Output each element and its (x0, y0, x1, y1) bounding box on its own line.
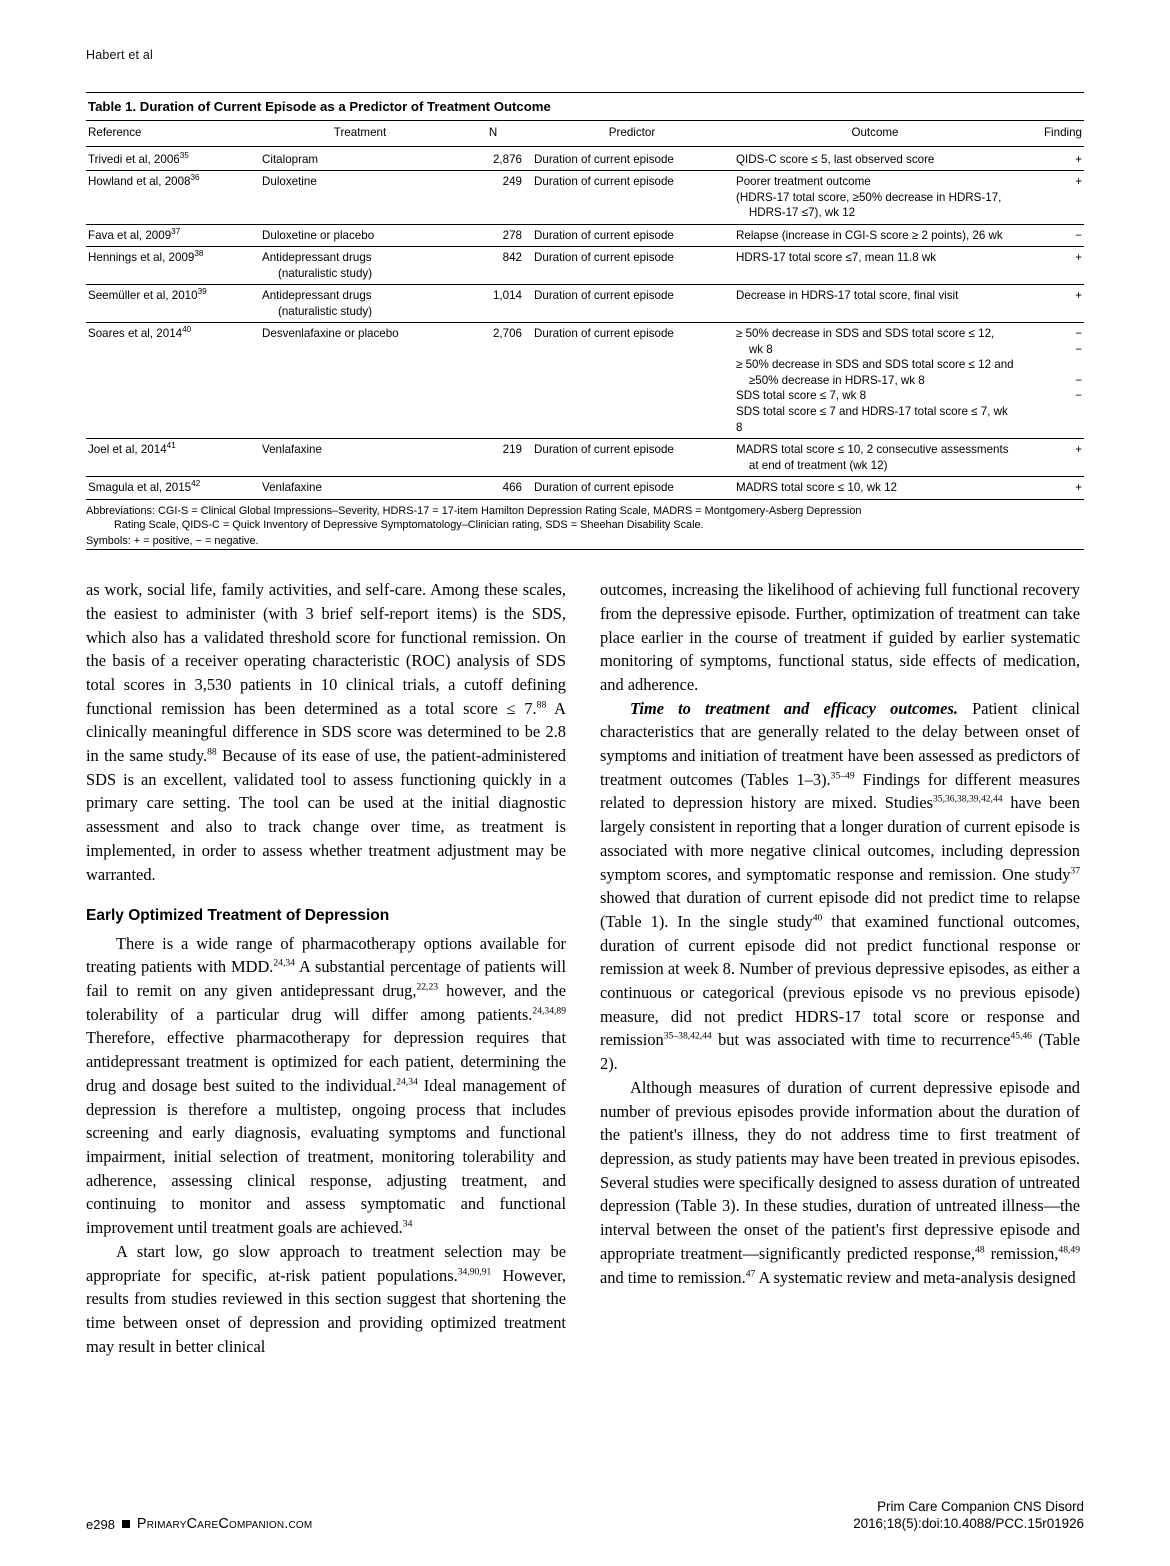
cell-reference: Seemüller et al, 2010$^{39}$ (86, 285, 260, 323)
cell-outcome: ≥ 50% decrease in SDS and SDS total score ≤ 12, wk 8 ≥ 50% decrease in SDS and SDS total score ≤ 12 and ≥50% decrease in HDRS-17, wk 8 SDS total score ≤ 7, wk 8 SDS total score ≤ 7 and HDRS-17 total score ≤ 7, wk 8 (734, 323, 1018, 439)
section-heading-early-optimized-treatment: Early Optimized Treatment of Depression (86, 907, 390, 925)
table-header (86, 121, 1084, 146)
table-row (86, 171, 1084, 225)
cell-treatment: Antidepressant drugs (naturalistic study) (260, 247, 462, 285)
cell-predictor: Duration of current episode (532, 323, 734, 439)
cell-n: 466 (462, 477, 532, 499)
cell-outcome: Poorer treatment outcome (HDRS-17 total score, ≥50% decrease in HDRS-17, HDRS-17 ≤7), wk 12 (734, 171, 1018, 225)
cell-treatment: Citalopram (262, 152, 319, 166)
cell-reference: Soares et al, 2014$^{40}$ (86, 323, 260, 439)
cell-treatment: Venlafaxine (260, 439, 462, 477)
paragraph-continued: as work, social life, family activities, and self-care. Among these scales, the easiest to administer (with 3 brief self-report items) is the SDS, which also has a validated threshold score for functional remission. On the basis of a receiver operating characteristic (ROC) analysis of SDS total scores in 3,530 patients in 10 clinical trials, a cutoff defining functional remission has been determined as a total score ≤ 7.88 A clinically meaningful difference in SDS score was determined to be 2.8 in the same study.$^{88}$ Because of its ease of use, the patient-administered SDS is an excellent, validated tool to assess functioning quickly in a primary care setting. The tool can be used at the initial diagnostic assessment and also to track change over time, as treatment is implemented, in order to assess whether treatment adjustment may be warranted. (86, 580, 566, 884)
cell-finding: + (1075, 152, 1082, 166)
table-row (86, 146, 1084, 171)
col-header-treatment: Treatment (260, 121, 462, 146)
cell-predictor: Duration of current episode (534, 152, 674, 166)
cell-n: 219 (462, 439, 532, 477)
paragraph: Time to treatment and efficacy outcomes. Patient clinical characteristics that are generally related to the delay between onset of symptoms and initiation of treatment have been assessed as predictors of treatment outcomes (Tables 1–3).$^{35-49}$ Findings for different measures related to depression history are mixed. Studies$^{35,36,38,39,42,44}$ have been largely consistent in reporting that a longer duration of current episode is associated with more negative clinical outcomes, including depression symptom scores, and symptomatic response and remission. One study$^{37}$ showed that duration of current episode did not predict time to relapse (Table 1). In the single study$^{40}$ that examined functional outcomes, duration of current episode did not predict functional response or remission at week 8. Number of previous depressive episodes, as either a continuous or categorical (previous episode vs no previous episode) measure, did not predict HDRS-17 total score or response and remission$^{35-38,42,44}$ but was associated with time to recurrence$^{45,46}$ (Table 2). (600, 698, 1080, 1074)
table-abbreviations: Abbreviations: CGI-S = Clinical Global Impressions–Severity, HDRS-17 = 17-item Hamilton Depression Rating Scale, MADRS = Montgomery-Asberg Depression Rating Scale, QIDS-C = Quick Inventory of Depressive Symptomatology–Clinician rating, SDS = Sheehan Disability Scale. (86, 504, 862, 532)
cell-treatment: Venlafaxine (260, 477, 462, 499)
cell-predictor: Duration of current episode (532, 477, 734, 499)
cell-n: 842 (462, 247, 532, 285)
table-1 (86, 92, 1084, 550)
table-row (86, 285, 1084, 323)
cell-treatment: Antidepressant drugs (naturalistic study) (260, 285, 462, 323)
cell-reference: Smagula et al, 2015$^{42}$ (86, 477, 260, 499)
cell-outcome: HDRS-17 total score ≤7, mean 11.8 wk (734, 247, 1018, 285)
cell-finding: − (1018, 224, 1084, 247)
cell-predictor: Duration of current episode (532, 224, 734, 247)
paragraph: A start low, go slow approach to treatment selection may be appropriate for specific, at-risk patient populations.$^{34,90,91}$ However, results from studies reviewed in this section suggest that shortening the time between onset of depression and providing optimized treatment may result in better clinical (86, 1241, 566, 1356)
table-symbols: Symbols: + = positive, − = negative. (86, 534, 259, 547)
cell-finding: + (1018, 171, 1084, 225)
cell-outcome: Decrease in HDRS-17 total score, final visit (734, 285, 1018, 323)
col-header-outcome: Outcome (734, 121, 1018, 146)
table-1-grid (86, 121, 1084, 499)
cell-n: 2,876 (492, 152, 522, 166)
footer-left (86, 1516, 312, 1532)
cell-n: 2,706 (462, 323, 532, 439)
paragraph-continued: outcomes, increasing the likelihood of achieving full functional recovery from the depressive episode. Further, optimization of treatment can take place earlier in the course of treatment if guided by earlier systematic monitoring of symptoms, functional status, side effects of medication, and adherence. (600, 580, 1080, 694)
right-column (600, 578, 1080, 1358)
page-footer (86, 1498, 1084, 1532)
cell-n: 1,014 (462, 285, 532, 323)
square-bullet-icon (122, 1520, 130, 1528)
cell-finding: − − − − (1018, 323, 1084, 439)
page-number: e298 (86, 1516, 115, 1532)
cell-predictor: Duration of current episode (532, 439, 734, 477)
cell-n: 249 (462, 171, 532, 225)
journal-citation: 2016;18(5):doi:10.4088/PCC.15r01926 (853, 1515, 1084, 1531)
cell-predictor: Duration of current episode (532, 171, 734, 225)
cell-finding: + (1018, 247, 1084, 285)
table-row (86, 247, 1084, 285)
cell-predictor: Duration of current episode (532, 247, 734, 285)
cell-outcome: MADRS total score ≤ 10, wk 12 (734, 477, 1018, 499)
cell-predictor: Duration of current episode (532, 285, 734, 323)
cell-n: 278 (462, 224, 532, 247)
cell-treatment: Duloxetine (260, 171, 462, 225)
cell-reference: Hennings et al, 2009$^{38}$ (86, 247, 260, 285)
cell-reference: Fava et al, 2009$^{37}$ (86, 224, 260, 247)
cell-finding: + (1018, 477, 1084, 499)
cell-reference: Joel et al, 2014$^{41}$ (86, 439, 260, 477)
cell-reference: Trivedi et al, 2006$^{35}$ (88, 150, 189, 166)
paragraph: Although measures of duration of current depressive episode and number of previous episodes provide information about the duration of the patient's illness, they do not address time to first treatment of depression, as study patients may have been treated in previous episodes. Several studies were specifically designed to assess duration of untreated depression (Table 3). In these studies, duration of untreated illness—the interval between the onset of the patient's first depressive episode and appropriate treatment—significantly predicted response,$^{48}$ remission,$^{48,49}$ and time to remission.$^{47}$ A systematic review and meta-analysis designed (600, 1077, 1080, 1287)
cell-outcome: Relapse (increase in CGI-S score ≥ 2 points), 26 wk (734, 224, 1018, 247)
table-title: Table 1. Duration of Current Episode as a Predictor of Treatment Outcome (86, 93, 1084, 121)
table-header-row (86, 121, 1084, 146)
cell-outcome: QIDS-C score ≤ 5, last observed score (736, 152, 935, 166)
table-row (86, 439, 1084, 477)
body-columns (86, 578, 1084, 1358)
journal-website[interactable]: PrimaryCareCompanion.com (136, 1516, 313, 1532)
paragraph: There is a wide range of pharmacotherapy options available for treating patients with MDD.$^{24,34}$ A substantial percentage of patients will fail to remit on any given antidepressant drug,$^{22,23}$ however, and the tolerability of a particular drug will differ among patients.$^{24,34,89}$ Therefore, effective pharmacotherapy for depression requires that antidepressant treatment is optimized for each patient, determining the drug and dosage best suited to the individual.$^{24,34}$ Ideal management of depression is therefore a multistep, ongoing process that includes screening and early diagnosis, evaluating symptoms and functional impairment, initial selection of treatment, monitoring tolerability and adherence, assessing clinical response, adjusting treatment, and continuing to monitor and assess symptomatic and functional improvement until treatment goals are achieved.$^{34}$ (86, 933, 566, 1238)
table-row (86, 477, 1084, 499)
table-row (86, 323, 1084, 439)
col-header-predictor: Predictor (532, 121, 734, 146)
cell-reference: Howland et al, 2008$^{36}$ (86, 171, 260, 225)
table-notes (86, 499, 1084, 549)
cell-treatment: Duloxetine or placebo (260, 224, 462, 247)
col-header-reference: Reference (86, 121, 260, 146)
running-head: Habert et al (86, 48, 154, 62)
cell-finding: + (1018, 439, 1084, 477)
table-row (86, 224, 1084, 247)
cell-outcome: MADRS total score ≤ 10, 2 consecutive assessments at end of treatment (wk 12) (734, 439, 1018, 477)
footer-right (853, 1498, 1084, 1532)
cell-treatment: Desvenlafaxine or placebo (260, 323, 462, 439)
cell-finding: + (1018, 285, 1084, 323)
journal-name: Prim Care Companion CNS Disord (877, 1498, 1084, 1514)
col-header-finding: Finding (1018, 121, 1084, 146)
col-header-n: N (462, 121, 532, 146)
run-in-heading: Time to treatment and efficacy outcomes. (630, 698, 958, 718)
left-column (86, 578, 566, 1358)
table-body (86, 146, 1084, 499)
